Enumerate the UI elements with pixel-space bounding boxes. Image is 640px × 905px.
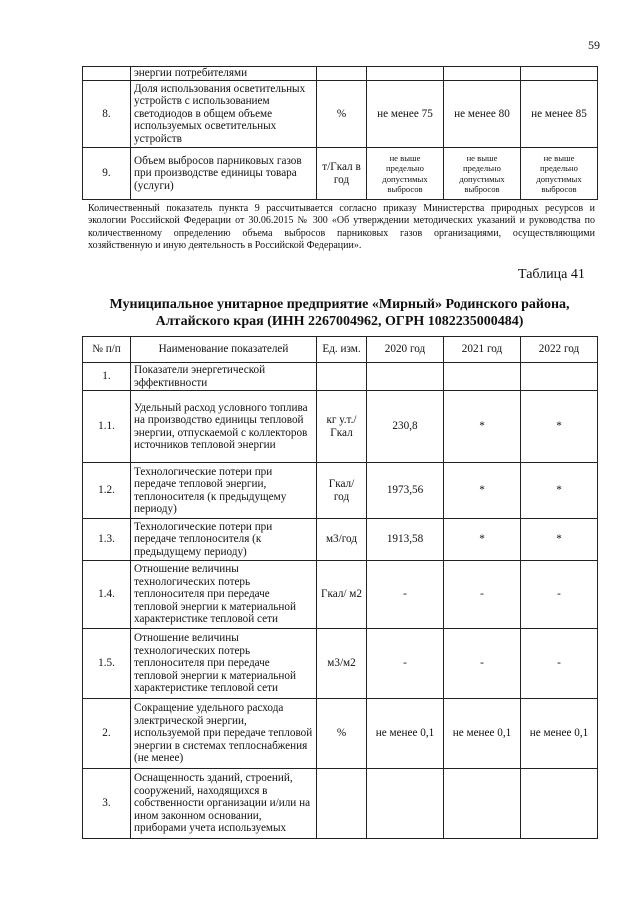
table-title-line-1: Муниципальное унитарное предприятие «Мирный» Родинского района, <box>109 297 570 312</box>
row-number: 9. <box>83 148 131 200</box>
value-2021: не менее 80 <box>444 81 521 148</box>
unit <box>317 363 367 391</box>
table-row <box>83 391 598 463</box>
indicator-name: Доля использования осветительных устройств с использованием светодиодов в общем объеме используемых осветительных устройств <box>131 81 317 148</box>
value-2021 <box>444 67 521 81</box>
value-2022: не выше предельно допустимых выбросов <box>521 148 598 200</box>
value-2020 <box>367 67 444 81</box>
value-2022 <box>521 769 598 839</box>
value-2021: - <box>444 629 521 699</box>
unit: м3/м2 <box>317 629 367 699</box>
value-2021: не менее 0,1 <box>444 699 521 769</box>
indicator-name: Показатели энергетической эффективности <box>131 363 317 391</box>
row-number: 1.5. <box>83 629 131 699</box>
value-2022: * <box>521 519 598 561</box>
table-row <box>83 67 598 81</box>
value-2022: * <box>521 391 598 463</box>
value-2022: - <box>521 629 598 699</box>
value-2021: * <box>444 463 521 519</box>
value-2020: - <box>367 629 444 699</box>
table-row <box>83 81 598 148</box>
value-2022: - <box>521 561 598 629</box>
table-header-row <box>83 337 598 363</box>
header-name: Наименование показателей <box>131 337 317 363</box>
table-caption: Таблица 41 <box>518 267 585 282</box>
row-number: 3. <box>83 769 131 839</box>
unit: м3/год <box>317 519 367 561</box>
table-row <box>83 363 598 391</box>
header-2020: 2020 год <box>367 337 444 363</box>
table-row <box>83 463 598 519</box>
table-row <box>83 629 598 699</box>
value-2021 <box>444 769 521 839</box>
value-2022 <box>521 67 598 81</box>
value-2021 <box>444 363 521 391</box>
table-row <box>83 699 598 769</box>
unit <box>317 769 367 839</box>
unit <box>317 67 367 81</box>
unit: Гкал/ год <box>317 463 367 519</box>
value-2020: не выше предельно допустимых выбросов <box>367 148 444 200</box>
unit: % <box>317 699 367 769</box>
indicator-name: энергии потребителями <box>131 67 317 81</box>
unit: кг у.т./ Гкал <box>317 391 367 463</box>
unit: % <box>317 81 367 148</box>
value-2020: 1973,56 <box>367 463 444 519</box>
value-2020: не менее 75 <box>367 81 444 148</box>
value-2020: не менее 0,1 <box>367 699 444 769</box>
value-2020: - <box>367 561 444 629</box>
value-2021: * <box>444 391 521 463</box>
value-2020: 1913,58 <box>367 519 444 561</box>
value-2022: не менее 85 <box>521 81 598 148</box>
indicator-name: Технологические потери при передаче тепловой энергии, теплоносителя (к предыдущему периоду) <box>131 463 317 519</box>
table-title <box>82 296 597 330</box>
indicator-name: Сокращение удельного расхода электрической энергии, используемой при передаче тепловой энергии в системах теплоснабжения (не менее) <box>131 699 317 769</box>
indicator-name: Удельный расход условного топлива на производство единицы тепловой энергии, отпускаемой с коллекторов источников тепловой энергии <box>131 391 317 463</box>
value-2020 <box>367 769 444 839</box>
row-number: 8. <box>83 81 131 148</box>
table-title-line-2: Алтайского края (ИНН 2267004962, ОГРН 1082235000484) <box>155 314 524 329</box>
value-2021: * <box>444 519 521 561</box>
indicator-name: Объем выбросов парниковых газов при производстве единицы товара (услуги) <box>131 148 317 200</box>
header-2022: 2022 год <box>521 337 598 363</box>
indicator-name: Технологические потери при передаче теплоносителя (к предыдущему периоду) <box>131 519 317 561</box>
value-2020 <box>367 363 444 391</box>
value-2022: * <box>521 463 598 519</box>
table-row <box>83 561 598 629</box>
row-number: 1. <box>83 363 131 391</box>
row-number: 1.3. <box>83 519 131 561</box>
value-2020: 230,8 <box>367 391 444 463</box>
indicator-name: Отношение величины технологических потерь теплоносителя при передаче тепловой энергии к материальной характеристике тепловой сети <box>131 629 317 699</box>
value-2021: - <box>444 561 521 629</box>
value-2021: не выше предельно допустимых выбросов <box>444 148 521 200</box>
indicators-table-continued <box>82 66 598 200</box>
page-number: 59 <box>588 38 600 52</box>
row-number: 1.4. <box>83 561 131 629</box>
indicator-name: Оснащенность зданий, строений, сооружений, находящихся в собственности организации и/или на ином законном основании, приборами учета используемых <box>131 769 317 839</box>
table-row <box>83 519 598 561</box>
row-number: 2. <box>83 699 131 769</box>
footnote: Количественный показатель пункта 9 рассчитывается согласно приказу Министерства природных ресурсов и экологии Российской Федерации от 30.06.2015 № 300 «Об утверждении методических указаний и руководства по количественному определению объема выбросов парниковых газов организациями, осуществляющими хозяйственную и иную деятельность в Российской Федерации». <box>88 203 595 252</box>
header-2021: 2021 год <box>444 337 521 363</box>
row-number <box>83 67 131 81</box>
header-unit: Ед. изм. <box>317 337 367 363</box>
unit: т/Гкал в год <box>317 148 367 200</box>
table-row <box>83 769 598 839</box>
indicators-table <box>82 336 598 839</box>
indicator-name: Отношение величины технологических потерь теплоносителя при передаче тепловой энергии к материальной характеристике тепловой сети <box>131 561 317 629</box>
unit: Гкал/ м2 <box>317 561 367 629</box>
row-number: 1.2. <box>83 463 131 519</box>
table-row <box>83 148 598 200</box>
value-2022: не менее 0,1 <box>521 699 598 769</box>
value-2022 <box>521 363 598 391</box>
header-num: № п/п <box>83 337 131 363</box>
row-number: 1.1. <box>83 391 131 463</box>
